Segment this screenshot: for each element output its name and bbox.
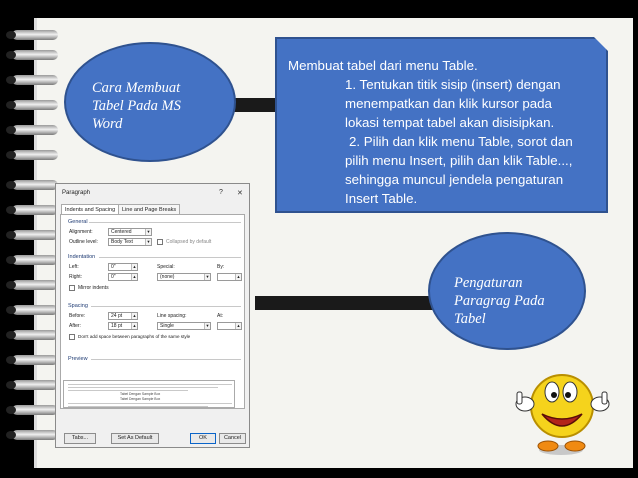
outline-level-select[interactable]: [108, 238, 152, 246]
callout-line: 2. Pilih dan klik menu Table, sorot dan: [349, 134, 573, 149]
by-input[interactable]: [217, 273, 242, 281]
divider: [91, 359, 241, 360]
left-indent-label: Left:: [69, 264, 79, 270]
tabs-button[interactable]: Tabs...: [64, 433, 96, 444]
right-indent-value: 0": [111, 274, 116, 280]
after-value: 18 pt: [111, 323, 123, 329]
line-spacing-value: Single: [160, 323, 174, 329]
callout-line: pilih menu Insert, pilih dan klik Table...,: [345, 153, 573, 168]
preview-box: [63, 380, 235, 408]
binding-ring: [12, 100, 58, 110]
tab-indents-and-spacing[interactable]: Indents and Spacing: [61, 204, 119, 215]
binding-ring: [12, 380, 58, 390]
mirror-indents-label: Mirror indents: [78, 285, 109, 291]
instruction-callout: [275, 37, 608, 213]
binding-ring: [12, 30, 58, 40]
binding-ring: [12, 405, 58, 415]
bubble-line: Cara Membuat: [92, 80, 181, 96]
divider: [99, 257, 241, 258]
binding-ring: [12, 355, 58, 365]
binding-ring: [12, 330, 58, 340]
divider: [89, 222, 241, 223]
smiley-mascot-icon: [515, 362, 610, 457]
binding-ring: [12, 430, 58, 440]
section-indentation: Indentation: [68, 254, 96, 260]
left-indent-value: 0": [111, 264, 116, 270]
ok-button[interactable]: OK: [190, 433, 216, 444]
bubble-line: Tabel Pada MS: [92, 98, 181, 114]
callout-line: menempatkan dan klik kursor pada: [345, 96, 552, 111]
by-label: By:: [217, 264, 225, 270]
callout-line: Membuat tabel dari menu Table.: [288, 58, 478, 73]
bubble-line: Pengaturan: [454, 275, 523, 291]
binding-ring: [12, 230, 58, 240]
before-label: Before:: [69, 313, 86, 319]
preview-line: [68, 403, 232, 404]
spiral-binding: [0, 30, 60, 470]
after-label: After:: [69, 323, 81, 329]
preview-line: [68, 384, 232, 385]
at-label: At:: [217, 313, 224, 319]
callout-line: lokasi tempat tabel akan disisipkan.: [345, 115, 555, 130]
special-value: (none): [160, 274, 175, 280]
bubble-line: Tabel: [454, 311, 486, 327]
binding-ring: [12, 205, 58, 215]
chevron-down-icon: ▼: [205, 323, 210, 328]
line-spacing-select[interactable]: [157, 322, 211, 330]
cancel-button[interactable]: Cancel: [219, 433, 246, 444]
line-spacing-label: Line spacing:: [157, 313, 187, 319]
collapsed-label: Collapsed by default: [166, 239, 212, 245]
before-input[interactable]: [108, 312, 138, 320]
binding-ring: [12, 125, 58, 135]
binding-ring: [12, 305, 58, 315]
left-indent-input[interactable]: [108, 263, 138, 271]
right-indent-label: Right:: [69, 274, 83, 280]
after-input[interactable]: [108, 322, 138, 330]
outline-level-label: Outline level:: [69, 239, 98, 245]
binding-ring: [12, 50, 58, 60]
section-preview: Preview: [68, 356, 88, 362]
preview-line: [68, 390, 188, 391]
divider: [91, 306, 241, 307]
help-button[interactable]: ?: [219, 189, 223, 196]
spinner-icon: ▲: [236, 274, 241, 279]
mirror-indents-checkbox[interactable]: [69, 285, 75, 291]
callout-line: Insert Table.: [345, 191, 418, 206]
dont-add-space-checkbox[interactable]: [69, 334, 75, 340]
bubble-line: Paragrag Pada: [454, 293, 545, 309]
callout-folded-corner: [594, 37, 608, 51]
section-general: General: [68, 219, 88, 225]
at-input[interactable]: [217, 322, 242, 330]
preview-line: [68, 406, 208, 407]
outline-level-value: Body Text: [111, 239, 133, 245]
right-indent-input[interactable]: [108, 273, 138, 281]
spinner-icon: ▲: [132, 264, 137, 269]
caption-bubble: [428, 232, 586, 350]
bubble-line: Word: [92, 116, 123, 132]
binding-ring: [12, 280, 58, 290]
callout-line: sehingga muncul jendela pengaturan: [345, 172, 564, 187]
chevron-down-icon: ▼: [205, 274, 210, 279]
paragraph-dialog: [55, 183, 250, 448]
binding-ring: [12, 255, 58, 265]
alignment-label: Alignment:: [69, 229, 93, 235]
preview-line: [68, 387, 218, 388]
preview-sample-text: Tabel Dengan Sample Box: [120, 392, 161, 396]
collapsed-checkbox[interactable]: [157, 239, 163, 245]
chevron-down-icon: ▼: [146, 229, 151, 234]
close-icon[interactable]: ✕: [237, 190, 243, 197]
binding-ring: [12, 150, 58, 160]
tab-line-and-page-breaks[interactable]: Line and Page Breaks: [118, 204, 180, 215]
before-value: 24 pt: [111, 313, 123, 319]
callout-line: 1. Tentukan titik sisip (insert) dengan: [345, 77, 561, 92]
special-select[interactable]: [157, 273, 211, 281]
dont-add-space-label: Don't add space between paragraphs of the same style: [78, 334, 191, 339]
spinner-icon: ▲: [132, 313, 137, 318]
spinner-icon: ▲: [236, 323, 241, 328]
spinner-icon: ▲: [132, 323, 137, 328]
section-spacing: Spacing: [68, 303, 88, 309]
binding-ring: [12, 75, 58, 85]
binding-ring: [12, 180, 58, 190]
dialog-title: Paragraph: [62, 190, 91, 196]
alignment-value: Centered: [111, 229, 132, 235]
chevron-down-icon: ▼: [146, 239, 151, 244]
set-as-default-button[interactable]: Set As Default: [111, 433, 159, 444]
spinner-icon: ▲: [132, 274, 137, 279]
alignment-select[interactable]: [108, 228, 152, 236]
preview-sample-text: Tabel Dengan Sample Box: [120, 397, 161, 401]
topic-bubble: [64, 42, 236, 162]
special-label: Special:: [157, 264, 175, 270]
